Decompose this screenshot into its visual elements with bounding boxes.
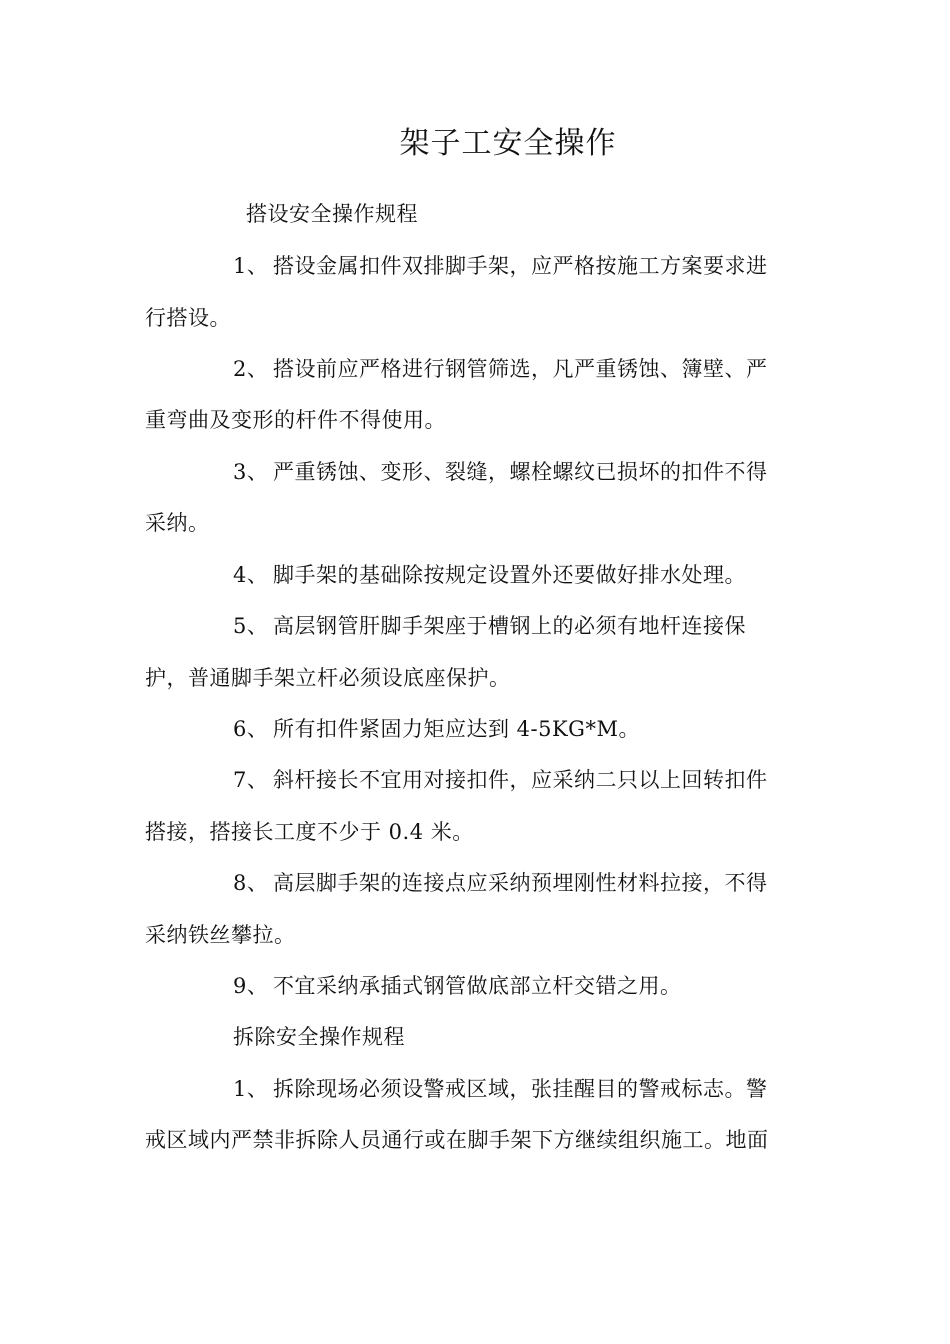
item-number: 5、 bbox=[233, 614, 269, 638]
item-text: 高层脚手架的连接点应采纳预埋刚性材料拉接，不得 bbox=[273, 871, 768, 895]
list-item-7-line1 bbox=[233, 765, 768, 795]
list-item-8-line1 bbox=[233, 868, 768, 898]
item-text: 严重锈蚀、变形、裂缝，螺栓螺纹已损坏的扣件不得 bbox=[273, 460, 768, 484]
item-number: 8、 bbox=[233, 871, 269, 895]
item-number: 6、 bbox=[233, 717, 269, 741]
item-text: 斜杆接长不宜用对接扣件，应采纳二只以上回转扣件 bbox=[273, 768, 768, 792]
list-item-5-line1 bbox=[233, 611, 746, 641]
list-item-9-line1 bbox=[233, 971, 682, 1001]
item-text: 脚手架的基础除按规定设置外还要做好排水处理。 bbox=[273, 563, 746, 587]
list-item-5-line2: 护，普通脚手架立杆必须设底座保护。 bbox=[145, 666, 511, 690]
list-item-6-line1 bbox=[233, 714, 640, 744]
item-text: 搭设前应严格进行钢管筛选，凡严重锈蚀、簿壁、严 bbox=[273, 357, 768, 381]
list-item-7-line2: 搭接，搭接长工度不少于 0.4 米。 bbox=[145, 820, 474, 844]
item-text: 所有扣件紧固力矩应达到 4-5KG*M。 bbox=[273, 717, 640, 741]
item-text: 高层钢管肝脚手架座于槽钢上的必须有地杆连接保 bbox=[273, 614, 746, 638]
list-item-4-line1 bbox=[233, 560, 746, 590]
item-number: 9、 bbox=[233, 974, 269, 998]
item-number: 3、 bbox=[233, 460, 269, 484]
section-heading-dismantling: 拆除安全操作规程 bbox=[233, 1025, 405, 1049]
item-number: 7、 bbox=[233, 768, 269, 792]
list-item-8-line2: 采纳铁丝攀拉。 bbox=[145, 923, 296, 947]
list-item-3-line1 bbox=[233, 457, 768, 487]
item-number: 2、 bbox=[233, 357, 269, 381]
item-text: 搭设金属扣件双排脚手架，应严格按施工方案要求进 bbox=[273, 254, 768, 278]
item-text: 不宜采纳承插式钢管做底部立杆交错之用。 bbox=[273, 974, 682, 998]
list-item-2-line2: 重弯曲及变形的杆件不得使用。 bbox=[145, 408, 446, 432]
item-number: 1、 bbox=[233, 1077, 269, 1101]
item-number: 4、 bbox=[233, 563, 269, 587]
list-item-10-line2: 戒区域内严禁非拆除人员通行或在脚手架下方继续组织施工。地面 bbox=[145, 1128, 769, 1152]
list-item-1-line2: 行搭设。 bbox=[145, 306, 231, 330]
item-text: 拆除现场必须设警戒区域，张挂醒目的警戒标志。警 bbox=[273, 1077, 768, 1101]
document-title: 架子工安全操作 bbox=[399, 126, 617, 161]
list-item-2-line1 bbox=[233, 354, 768, 384]
list-item-10-line1 bbox=[233, 1074, 768, 1104]
list-item-1-line1 bbox=[233, 251, 768, 281]
list-item-3-line2: 采纳。 bbox=[145, 511, 210, 535]
section-heading-erection: 搭设安全操作规程 bbox=[246, 202, 418, 226]
item-number: 1、 bbox=[233, 254, 269, 278]
